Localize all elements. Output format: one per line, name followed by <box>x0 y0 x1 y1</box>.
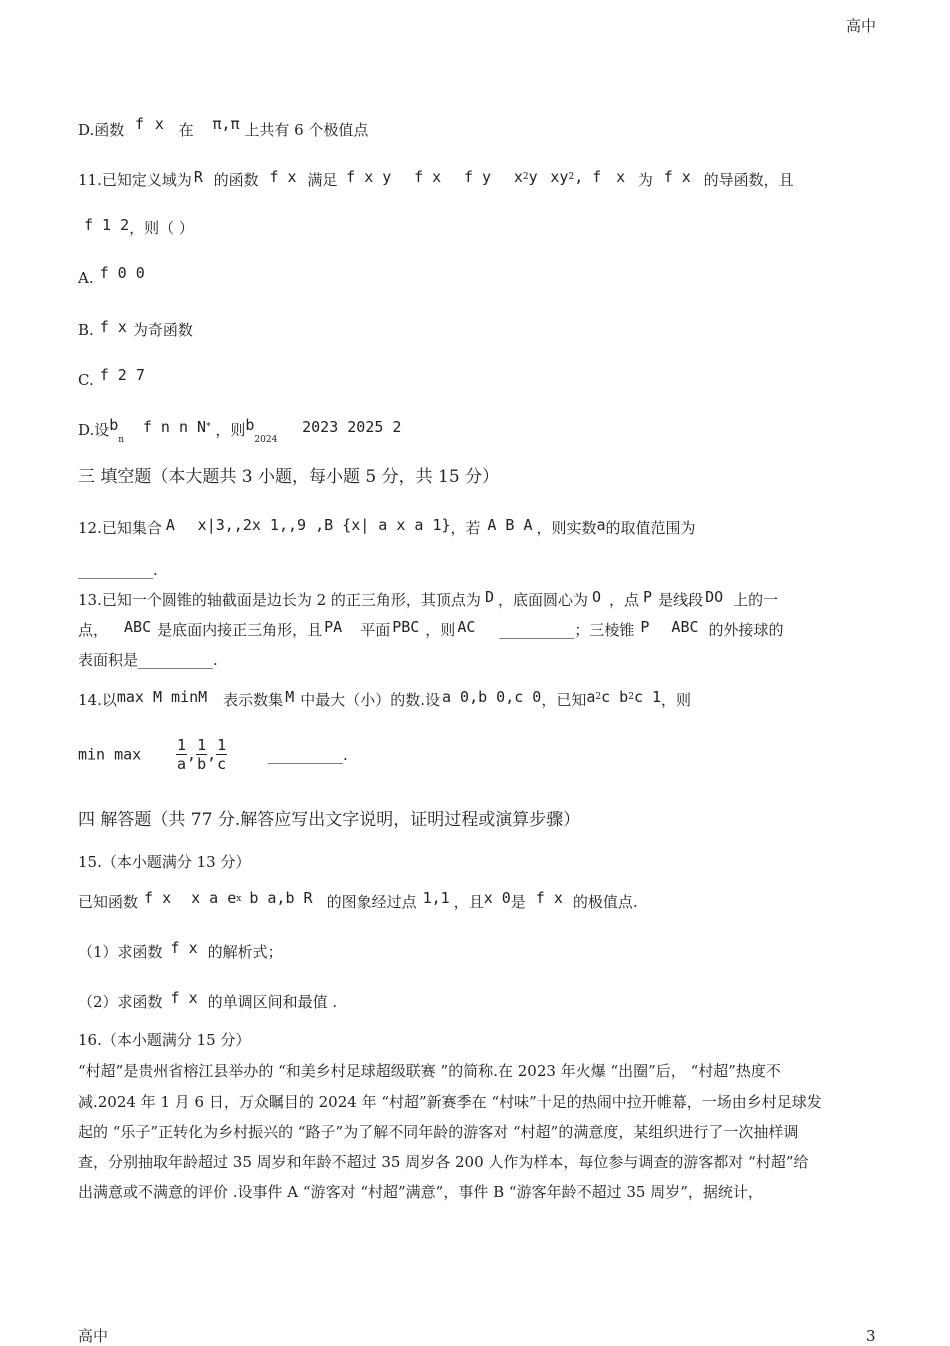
section-4-title: 四 解答题（共 77 分.解答应写出文字说明，证明过程或演算步骤） <box>78 810 581 830</box>
q12-blank: __________. <box>78 561 158 579</box>
q11-option-a: A. f 0 0 <box>78 264 145 287</box>
q11-option-d: D.设$b_n$ f n n N* ，则$b_{2024}$ 2023 2025 2 <box>78 416 402 445</box>
q10-option-d: D.函数 f x 在 π,π 上共有 6 个极值点 <box>78 115 369 139</box>
q13-line1: 13.已知一个圆锥的轴截面是边长为 2 的正三角形，其顶点为 D ，底面圆心为 O ，点 P 是线段 DO 上的一 <box>78 588 779 609</box>
q16-line-3: 起的 “乐子”正转化为乡村振兴的 “路子”为了解不同年龄的游客对 “村超”的满意度，某组织进行了一次抽样调 <box>78 1123 799 1141</box>
q14-line1: 14.以max M minM 表示数集 M 中最大（小）的数.设 a 0,b 0,c 0，已知$a^2c$ $b^2c$ 1，则 <box>78 688 692 709</box>
q15-stem: 已知函数 f x x a $e^x$ b a,b R 的图象经过点 1,1 ，且x 0是 f x 的极值点. <box>78 889 638 911</box>
q13-line2: 点， ABC 是底面内接正三角形，且 PA 平面 PBC ，则 AC __________；三棱锥 P ABC 的外接球的 <box>78 618 784 639</box>
q14-line2: min max $\frac{1}{a}$ , $\frac{1}{b}$ , $\frac{1}{c}$ __________. <box>78 736 348 773</box>
q12-stem: 12.已知集合 A x|3,,2x 1,,9 ,B {x| a x a 1}，若 A B A ，则实数a的取值范围为 <box>78 516 696 537</box>
q15-part-2: （2）求函数 f x 的单调区间和最值 . <box>78 989 338 1011</box>
q16-line-1: “村超”是贵州省榕江县举办的 “和美乡村足球超级联赛 ”的简称.在 2023 年火爆 “出圈”后， “村超”热度不 <box>78 1062 781 1080</box>
fraction-1-over-b: $\frac{1}{b}$ <box>197 736 207 773</box>
q16-line-2: 减.2024 年 1 月 6 日，万众瞩目的 2024 年 “村超”新赛季在 “村味”十足的热闹中拉开帷幕，一场由乡村足球发 <box>78 1093 822 1111</box>
q11-option-b: B. f x 为奇函数 <box>78 318 193 339</box>
q11-stem-line1: 11.已知定义域为 R 的函数 f x 满足 f x y f x f y $x^2y$ $xy^2$, f x 为 f x 的导函数，且 <box>78 168 794 189</box>
q11-option-c: C. f 2 7 <box>78 366 145 389</box>
q13-line3: 表面积是__________. <box>78 651 218 669</box>
q16-heading: 16.（本小题满分 15 分） <box>78 1031 251 1049</box>
q11-stem-line2: f 1 2，则（ ） <box>84 216 194 237</box>
q15-heading: 15.（本小题满分 13 分） <box>78 853 251 871</box>
q16-line-4: 查，分别抽取年龄超过 35 周岁和年龄不超过 35 周岁各 200 人作为样本，每位参与调查的游客都对 “村超”给 <box>78 1153 809 1171</box>
page-footer: 高中 <box>78 1327 109 1345</box>
section-3-title: 三 填空题（本大题共 3 小题，每小题 5 分，共 15 分） <box>78 467 500 487</box>
q16-line-5: 出满意或不满意的评价 .设事件 A “游客对 “村超”满意”，事件 B “游客年龄不超过 35 周岁”，据统计， <box>78 1183 763 1201</box>
fraction-1-over-a: $\frac{1}{a}$ <box>177 736 187 773</box>
fraction-1-over-c: $\frac{1}{c}$ <box>217 736 227 773</box>
page-number: 3 <box>866 1327 876 1345</box>
q15-part-1: （1）求函数 f x 的解析式； <box>78 939 283 961</box>
page-header: 高中 <box>846 17 877 35</box>
